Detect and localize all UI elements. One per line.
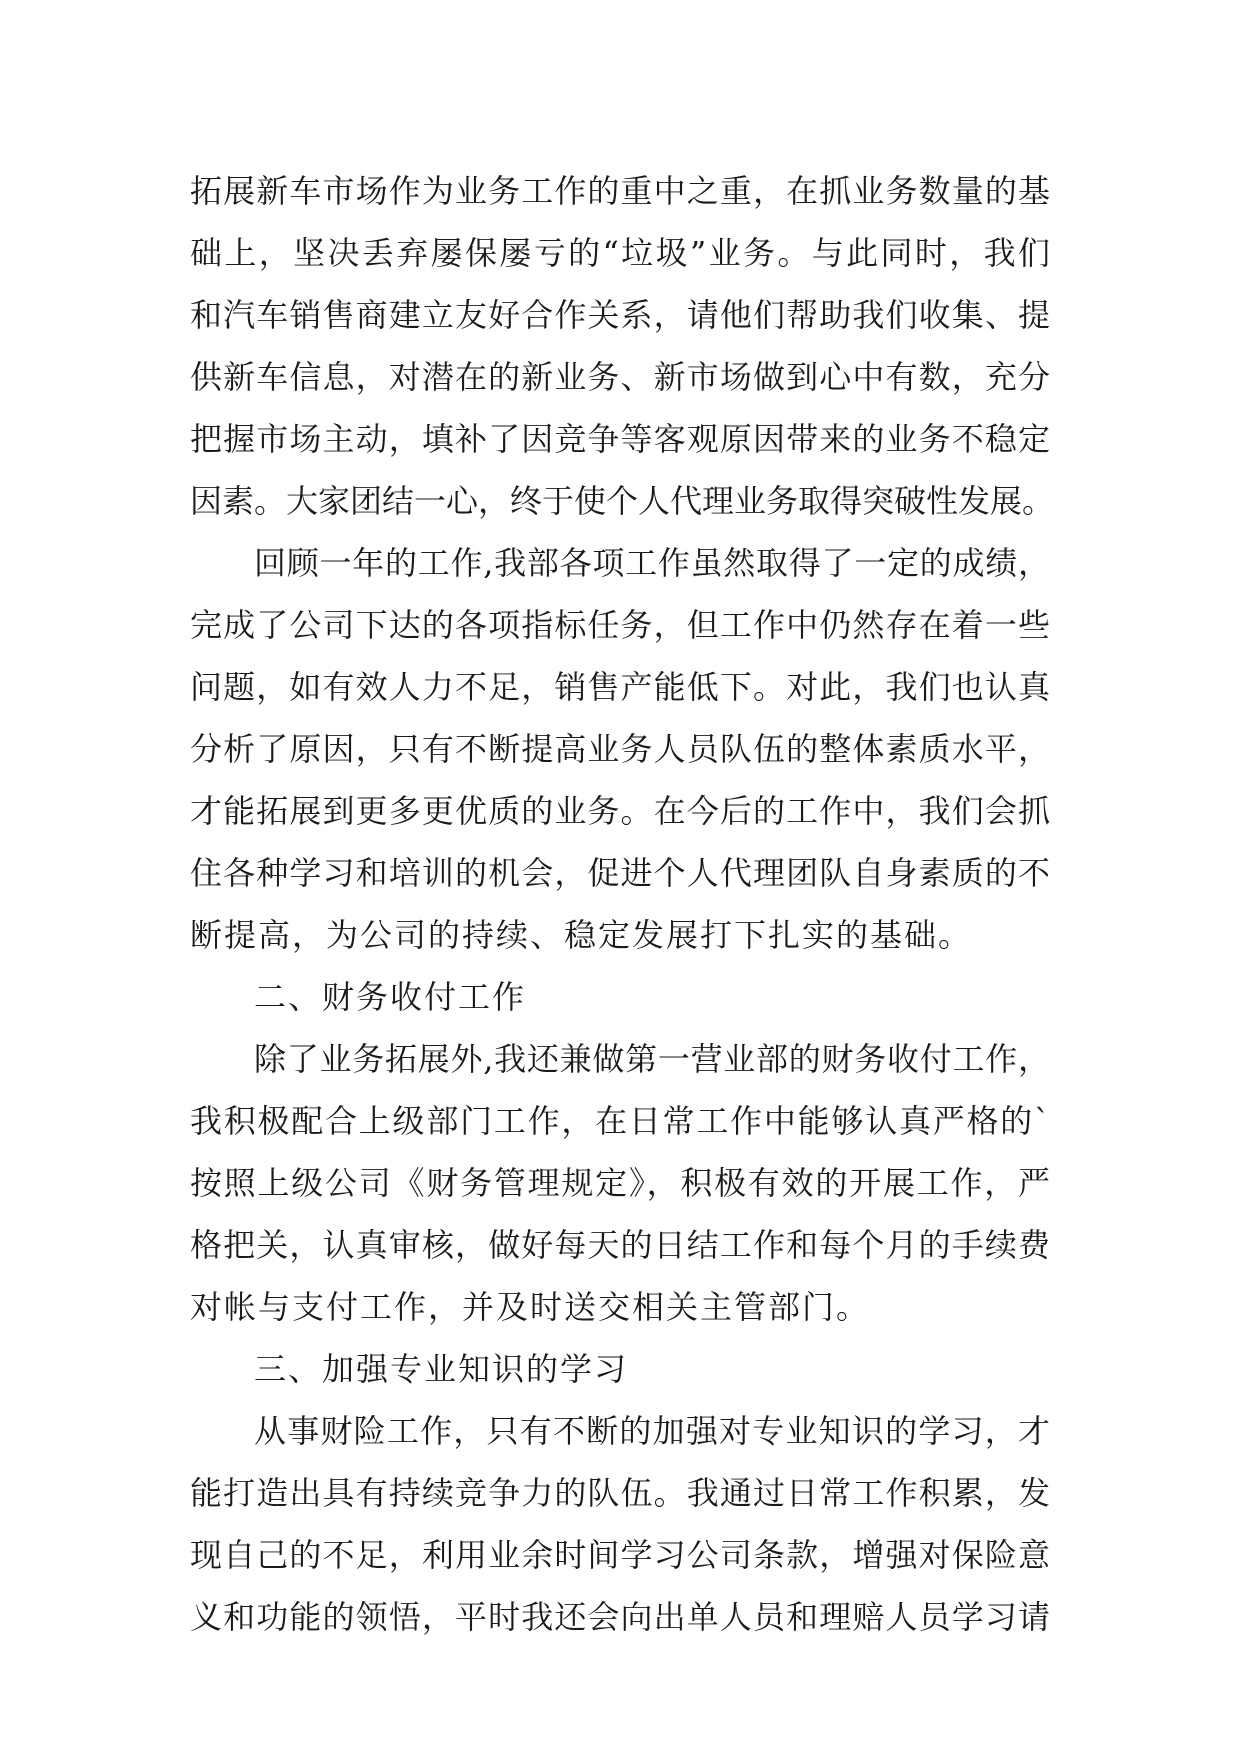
text-line: 除了业务拓展外,我还兼做第一营业部的财务收付工作， — [254, 1040, 1050, 1078]
section-heading: 三、加强专业知识的学习 — [254, 1350, 629, 1388]
section-heading: 二、财务收付工作 — [254, 978, 527, 1016]
text-line: 能打造出具有持续竞争力的队伍。我通过日常工作积累，发 — [190, 1474, 1050, 1512]
text-line: 住各种学习和培训的机会，促进个人代理团队自身素质的不 — [190, 854, 1050, 892]
text-line: 义和功能的领悟，平时我还会向出单人员和理赔人员学习请 — [190, 1598, 1050, 1636]
body-text — [190, 160, 1055, 1648]
text-line: 才能拓展到更多更优质的业务。在今后的工作中，我们会抓 — [190, 792, 1050, 830]
text-line: 础上，坚决丢弃屡保屡亏的“垃圾”业务。与此同时，我们 — [190, 234, 1050, 272]
text-line: 回顾一年的工作,我部各项工作虽然取得了一定的成绩， — [254, 544, 1050, 582]
text-line: 把握市场主动，填补了因竞争等客观原因带来的业务不稳定 — [190, 420, 1050, 458]
text-line: 我积极配合上级部门工作，在日常工作中能够认真严格的` — [190, 1102, 1050, 1140]
text-line: 完成了公司下达的各项指标任务，但工作中仍然存在着一些 — [190, 606, 1050, 644]
text-line: 格把关，认真审核，做好每天的日结工作和每个月的手续费 — [190, 1226, 1050, 1264]
text-line: 和汽车销售商建立友好合作关系，请他们帮助我们收集、提 — [190, 296, 1050, 334]
text-line: 分析了原因，只有不断提高业务人员队伍的整体素质水平， — [190, 730, 1050, 768]
text-line: 问题，如有效人力不足，销售产能低下。对此，我们也认真 — [190, 668, 1050, 706]
text-line: 拓展新车市场作为业务工作的重中之重，在抓业务数量的基 — [190, 172, 1050, 210]
text-line: 供新车信息，对潜在的新业务、新市场做到心中有数，充分 — [190, 358, 1050, 396]
text-line: 现自己的不足，利用业余时间学习公司条款，增强对保险意 — [190, 1536, 1050, 1574]
text-line: 对帐与支付工作，并及时送交相关主管部门。 — [190, 1288, 871, 1326]
text-line: 从事财险工作，只有不断的加强对专业知识的学习，才 — [254, 1412, 1050, 1450]
text-line: 断提高，为公司的持续、稳定发展打下扎实的基础。 — [190, 916, 973, 954]
text-line: 因素。大家团结一心，终于使个人代理业务取得突破性发展。 — [190, 482, 1055, 520]
text-line: 按照上级公司《财务管理规定》，积极有效的开展工作，严 — [190, 1164, 1050, 1202]
